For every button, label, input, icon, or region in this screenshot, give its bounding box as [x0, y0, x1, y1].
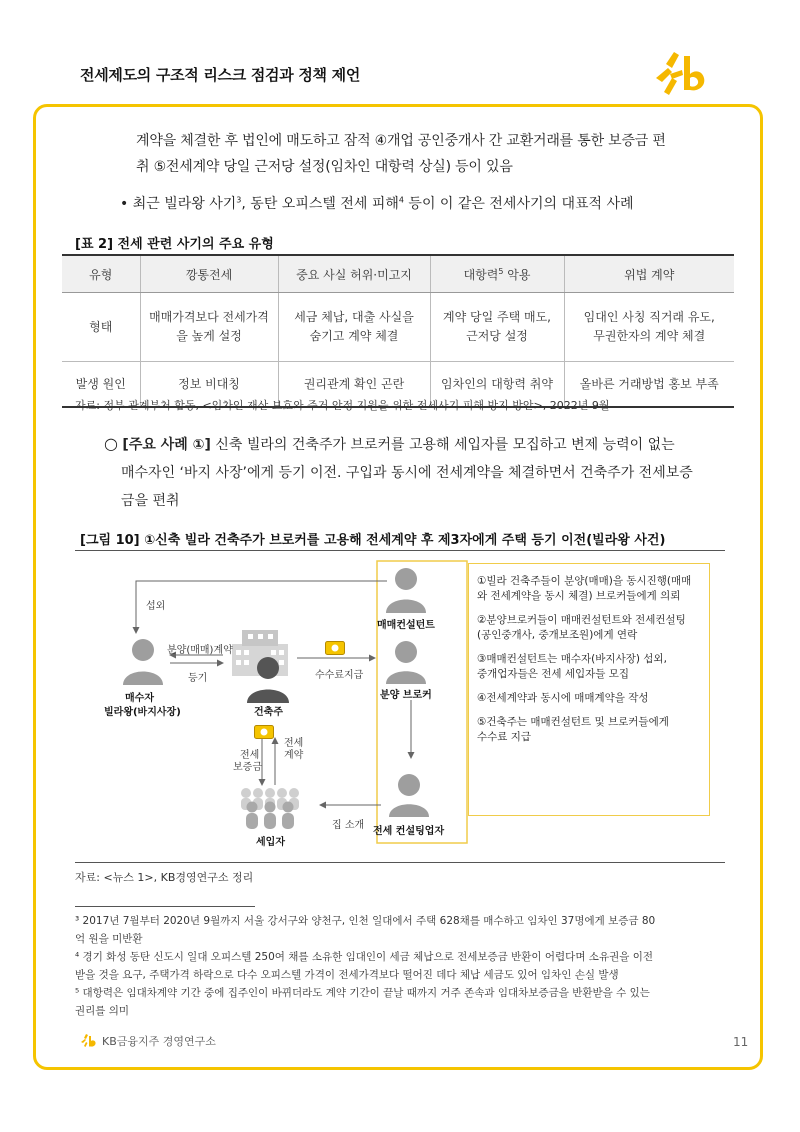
tenants-label: 세입자: [256, 837, 285, 848]
footer-org-label: KB금융지주 경영연구소: [102, 1035, 216, 1048]
collude-arrow: [136, 581, 387, 633]
table-header-suffix: 악용: [503, 267, 531, 282]
table-header-row: [62, 255, 734, 293]
lease-contract-label-2: 계약: [284, 750, 304, 761]
table-cell: 매매가격보다 전세가격 을 높게 설정: [140, 293, 278, 362]
step-item: ⑤건축주는 매매컨설턴트 및 브로커들에게 수수료 지급: [477, 716, 669, 743]
sales-consultant-person-icon: [385, 567, 427, 617]
sales-broker-person-icon: [385, 640, 427, 688]
sales-consultant-label: 매매컨설턴트: [377, 620, 435, 631]
case-text-1: 신축 빌라의 건축주가 브로커를 고용해 세입자를 모집하고 변제 능력이 없는: [210, 437, 675, 453]
lease-contract-label-1: 전세: [284, 738, 304, 749]
kb-small-logo-icon: [80, 1034, 98, 1048]
fee-payment-label: 수수료지급: [315, 670, 364, 681]
sale-contract-label: 분양(매매)계약: [167, 645, 233, 656]
figure-top-rule: [75, 550, 725, 551]
footnote-5: ⁵ 대항력은 임대차계약 기간 중에 집주인이 바뀌더라도 계약 기간이 끝날 때까지 거주 존속과 임대차보증금을 반환받을 수 있는 권리를 의미: [75, 987, 650, 1017]
table-cell: 임대인 사칭 직거래 유도, 무권한자의 계약 체결: [564, 293, 734, 362]
footnote-3: ³ 2017년 7월부터 2020년 9월까지 서울 강서구와 양천구, 인천 일대에서 주택 628채를 매수하고 임차인 37명에게 보증금 80 억 원을 미반환: [75, 915, 656, 945]
page-number: 11: [733, 1035, 749, 1049]
table-cell: 임차인의 대항력 취약: [430, 362, 564, 408]
figure-title: [그림 10] ①신축 빌라 건축주가 브로커를 고용해 전세계약 후 제3자에게 주택 등기 이전(빌라왕 사건): [80, 533, 666, 548]
case-text-2: 매수자인 ‘바지 사장’에게 등기 이전. 구입과 동시에 전세계약을 체결하면서 건축주가 전세보증: [121, 465, 693, 481]
table-source: 자료: 정부 관계부처 합동, <임차인 재산 보호와 주거 안정 지원을 위한 전세사기 피해 방지 방안>, 2022년 9월: [75, 399, 610, 412]
buyer-person-icon: [122, 637, 164, 689]
step-item: ②분양브로커들이 매매컨설턴트와 전세컨설팅 (공인중개사, 중개보조원)에게 연락: [477, 614, 686, 641]
footnote-rule: [75, 906, 255, 907]
table-row: [62, 293, 734, 362]
case-text-3: 금을 편취: [121, 493, 180, 509]
table-header: 유형: [62, 255, 140, 293]
table-cell: 계약 당일 주택 매도, 근저당 설정: [430, 293, 564, 362]
buyer-label: 매수자: [125, 693, 154, 704]
table-header: 위법 계약: [564, 255, 734, 293]
footnote-ref-4[interactable]: 4: [398, 195, 404, 205]
table-cell: 형태: [62, 293, 140, 362]
sales-broker-label: 분양 브로커: [380, 690, 432, 701]
deposit-label-1: 전세: [240, 750, 260, 761]
collude-label: 섭외: [146, 601, 166, 612]
table-header: [430, 255, 564, 293]
footnote-ref-5[interactable]: 5: [498, 266, 504, 276]
body-line-1: 계약을 체결한 후 법인에 매도하고 잠적 ④개업 공인중개사 간 교환거래를 통한 보증금 편: [136, 133, 666, 149]
buyer-alias-label: 빌라왕(바지사장): [104, 707, 181, 718]
bullet-dot: •: [120, 196, 133, 212]
step-item: ④전세계약과 동시에 매매계약을 작성: [477, 692, 649, 704]
table-cell: 올바른 거래방법 홍보 부족: [564, 362, 734, 408]
money-icon: [325, 640, 345, 659]
fraud-types-table: [62, 254, 734, 408]
builder-person-icon: [246, 655, 290, 707]
bullet-item: [120, 193, 634, 213]
footer-org: [80, 1033, 216, 1049]
table-cell: 권리관계 확인 곤란: [278, 362, 430, 408]
registration-label: 등기: [188, 673, 208, 684]
introduce-house-label: 집 소개: [332, 820, 365, 831]
footnote-ref-3[interactable]: 3: [236, 195, 242, 205]
report-title: 전세제도의 구조적 리스크 점검과 정책 제언: [80, 66, 361, 84]
builder-label: 건축주: [254, 707, 283, 718]
case-label: [주요 사례 ①]: [122, 437, 211, 453]
case-paragraph: [104, 430, 736, 515]
tenants-crowd-icon: [238, 785, 302, 833]
lease-consultant-person-icon: [388, 773, 430, 821]
bullet-text-1: 최근 빌라왕 사기: [132, 196, 237, 212]
table-header-text: 대항력: [463, 267, 499, 282]
deposit-label-2: 보증금: [233, 762, 262, 773]
figure-bottom-rule: [75, 862, 725, 863]
kb-logo-icon: [652, 48, 732, 100]
table-cell: 정보 비대칭: [140, 362, 278, 408]
table-header: 깡통전세: [140, 255, 278, 293]
step-item: ③매매컨설턴트는 매수자(바지사장) 섭외, 중개업자들은 전세 세입자들 모집: [477, 653, 667, 680]
bullet-text-2: , 동탄 오피스텔 전세 피해: [241, 196, 399, 212]
body-line-2: 취 ⑤전세계약 당일 근저당 설정(임차인 대항력 상실) 등이 있음: [136, 159, 513, 175]
steps-box: [468, 563, 710, 816]
money-icon: [254, 724, 274, 743]
table-cell: 발생 원인: [62, 362, 140, 408]
table-header: 중요 사실 허위·미고지: [278, 255, 430, 293]
footnote-4: ⁴ 경기 화성 동탄 신도시 일대 오피스텔 250여 채를 소유한 임대인이 세금 체납으로 전세보증금 반환이 어렵다며 소유권을 이전 받을 것을 요구, 주택가격 하락으로 다수 오피스텔 가격이 전세가격보다 떨어진 데다 체납 세금도 있어 임차인 손실 발생: [75, 951, 653, 981]
table-cell: 세금 체납, 대출 사실을 숨기고 계약 체결: [278, 293, 430, 362]
lease-consultant-label: 전세 컨설팅업자: [373, 826, 445, 837]
case-marker: ○: [104, 434, 118, 453]
bullet-text-3: 등이 이 같은 전세사기의 대표적 사례: [403, 196, 634, 212]
figure-source: 자료: <뉴스 1>, KB경영연구소 정리: [75, 871, 254, 884]
step-item: ①빌라 건축주들이 분양(매매)을 동시진행(매매 와 전세계약을 동시 체결) 브로커들에게 의뢰: [477, 575, 692, 602]
table-title: [표 2] 전세 관련 사기의 주요 유형: [75, 237, 274, 252]
